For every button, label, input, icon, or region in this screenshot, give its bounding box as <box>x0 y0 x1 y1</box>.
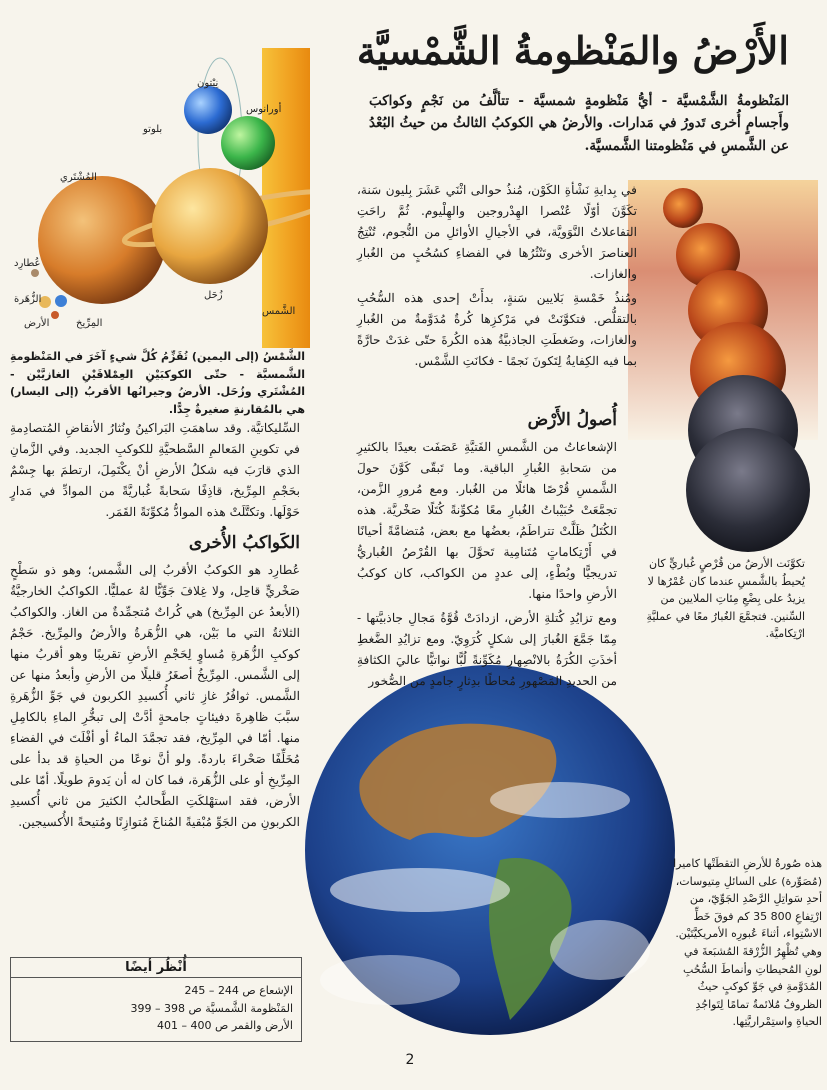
label-sun: الشَّمس <box>262 306 296 317</box>
jupiter-shape <box>38 176 166 304</box>
earth-formation-illustration <box>628 180 818 555</box>
label-pluto: بلوتو <box>143 124 163 135</box>
mercury-shape <box>31 269 39 277</box>
paragraph: ومُنذُ خَمْسةِ بَلايين سَنةٍ، بدأَتْ إحدى هذه السُّحُبِ بالتقلُّص. فتكوَّنَتْ في مَرْكزِها كُرةٌ مُدَوَّمةٌ من الغُبارِ والغازات، وضَغطَتِ الجاذبيَّةُ هذه الكُرةَ حتّى غدَتْ حارَّةً بما فيه الكِفايةُ لِتَكونَ نَجمًا - فكانَتِ الشَّمْس. <box>357 290 637 368</box>
formation-caption: تكوَّنَت الأرضُ من قُرْصٍ غُباريٍّ كان يُحيطُ بالشَّمسِ عندما كان عُمْرُها لا يزيدُ على بِضْعِ مِئاتِ الملايين من السِّنين. فتجمَّعَ الغُبارُ معًا في عمليَّةِ ارْتِكاميَّة. <box>646 557 805 641</box>
solar-system-caption: الشَّمْسُ (إلى اليمين) تُقَزِّمُ كُلَّ شيءٍ آخَرَ في المَنْظومةِ الشَّمسيَّة - حتّى الكوكبَيْنِ العِمْلاقَيْنِ الغازيَّيْن - المُشْتَري وزُحَل. الأرضُ وجيرانُها الأقربُ (إلى اليسار) هي بالمُقارنةِ صغيرةٌ جِدًّا. <box>10 350 305 416</box>
formation-stage-1 <box>663 188 703 228</box>
label-neptune: نِبْتون <box>197 78 219 89</box>
saturn-shape <box>152 168 268 284</box>
label-saturn: زُحَل <box>204 290 223 301</box>
earth-photo <box>300 660 680 1040</box>
label-jupiter: المُشْتَري <box>60 172 97 183</box>
right-column-top <box>357 180 637 375</box>
page-number: 2 <box>405 1052 415 1068</box>
paragraph: عُطارِد هو الكوكبُ الأقربُ إلى الشَّمس؛ وهو ذو سَطْحٍ صَخْريٍّ قاحِل، ولا غِلافَ جَوِّيًّا لهُ عمليًّا. الكواكبُ الخارجيَّةُ (الأبعدُ عن المِرِّيخ) هي كُراتٌ مُتجمِّدةٌ من الغاز. والكواكبُ الثلاثةُ التي ما بَيْن، هي الزُّهَرةُ والأرضُ والمِرِّيخ. حَجْمُ كوكبِ الزُّهَرةِ مُساوٍ لِحَجْمِ الأرضِ تقريبًا وهو أقربُ منها إلى الشَّمس. المِرِّيخُ أصغَرُ قليلًا من الأرضِ وأبعدُ منها عن الشَّمس. ثوافُرُ غازِ ثاني أُكسيدِ الكربون في جَوِّ الزُّهَرةِ سبَّبَ ظاهِرةَ دفيئاتٍ جامحةٍ أدَّتْ إلى تبخُّرِ الماءِ بالكامِلِ منها. أمّا في المِرِّيخ، فقد تجمَّدَ الماءُ أو أفْلَتَ في الفضاءِ مُخَلِّفًا صَحْراءَ باردةً. ولو أنَّ نوعًا من الحياةِ قد بدأ على المِرِّيخِ أو على الزُّهَرة، فما كان له أن يَدومَ طويلًا. أمّا على الأرض، فقد استهْلكَتِ الطَّحالبُ الكثيرَ من ثاني أُكسيدِ الكربونِ من الجَوِّ مُبْقيةً المُناخَ مُتوازِنًا ومُتيحةً الأُكسيجين. <box>10 563 300 829</box>
paragraph: في بِدايةِ نَشْأةِ الكَوْن، مُنذُ حوالى اثْنَي عَشَرَ بِليون سَنة، تكَوَّنَ أوّلًا عُنْصرا الهِدْروجين والهِلْيوم. ثُمَّ راحَتِ التفاعلاتُ النَّوَويَّة، في الأجيالِ الأوائلِ من النُّجوم، تُنْتِجُ العناصرَ الأخرى وتَنْثُرُها في الفضاءِ كسُحُبٍ من الغُبارِ والغازات. <box>357 183 637 281</box>
label-venus: الزُّهَرة <box>14 294 42 305</box>
see-also-title: أُنْظُر أيضًا <box>11 958 301 978</box>
left-column <box>10 418 300 836</box>
see-also-item[interactable]: الأرض والقمر ص 400 – 401 <box>157 1019 293 1033</box>
label-earth: الأرض <box>24 318 50 329</box>
right-column-origins <box>357 406 617 695</box>
formation-stage-6 <box>686 428 810 552</box>
section-heading-origins: أُصولُ الأَرْض <box>527 410 617 430</box>
see-also-item[interactable]: الإشعاع ص 244 – 245 <box>184 984 293 997</box>
paragraph: ومع تزايُدِ كُتلةِ الأرض، ازدادَتْ قُوَّةُ مَجالِ جاذبيَّتها - مِمّا جَمَّعَ الغُبارَ إلى شكلٍ كُرَوِيّ. ومع تزايُدِ الضَّغطِ أخذَتِ الكُرَةُ بالانْصِهارِ مُكَوِّنةً لُبًّا نواتيًّا عاليَ الكثافةِ من الحديدِ المَصْهورِ مُحاطًا بدِثارٍ جامدٍ من الصُّخور <box>357 611 617 689</box>
see-also-list <box>11 978 301 1041</box>
uranus-shape <box>221 116 275 170</box>
mars-shape <box>51 311 59 319</box>
see-also-item[interactable]: المَنْظومة الشَّمسيَّة ص 398 – 399 <box>130 1001 293 1015</box>
paragraph: السِّليكاتيَّة. وقد ساهمَتِ البَراكينُ ونُثارُ الأنقاضِ المُتصادِمةِ في تكوينِ المَعالمِ السَّطحيَّةِ للكوكبِ الجديد. وفي الزَّمانِ الذي قارَبَ فيه شكلُ الأرضِ أنْ يكْتَمِلَ، ارتطمَ بها جِسْمٌ بحَجْمِ المِرِّيخ، قاذِفًا سَحابةً غُباريَّةً من الموادِّ في مَدارٍ حَوْلَها. وتكتَّلَتْ هذه الموادُّ مُكوِّنَةً القَمَر. <box>10 421 300 519</box>
neptune-shape <box>184 86 232 134</box>
cloud-band <box>330 868 510 912</box>
see-also-box <box>10 957 302 1042</box>
cloud-band <box>490 782 630 818</box>
label-mars: المِرِّيخ <box>76 318 103 329</box>
solar-system-illustration <box>10 48 310 348</box>
label-uranus: أورانوس <box>246 104 282 115</box>
cloud-band <box>550 920 650 980</box>
earth-photo-caption: هذه صُورةُ للأرضِ التقطَتْها كاميرا (مُصَوِّرة) على السائلِ مِتيوسات، أحدِ سَواتِلِ الرَّصْدِ الجَوِّيّ، من ارْتِفاعِ 800 35 كم فوقَ خَطِّ الاسْتِواء، أثناءَ عُبورِه الأمريكيَّتَيْن. وهي تُظْهِرُ الزُّرْقةَ المُشبَعةَ في لونِ المُحيطاتِ وأنماطَ السُّحُبِ المُدَوَّمةِ في جَوِّ كوكبٍ حيثُ الظروفُ مُلائمةٌ تمامًا لِتَواجُدِ الحياةِ واستِمْراريَّتِها. <box>673 857 822 1029</box>
section-heading-other-planets: الكَواكبُ الأُخرى <box>188 532 300 553</box>
intro-text: المَنْظومةُ الشَّمْسيَّة - أيُّ مَنْظومةٍ شمسيَّة - تتألَّفُ من نَجْمٍ وكواكبَ وأَجسامٍ أُخرى تَدورُ في مَدارات. والأرضُ هي الكوكبُ الثالثُ من حيثُ البُعْدُ عن الشَّمسِ في مَنْظومتنا الشَّمسيَّة. <box>369 93 789 154</box>
paragraph: الإشعاعاتُ من الشَّمسِ الفَتيَّةِ عَصَفَت بعيدًا بالكثيرِ من سَحابةِ الغُبارِ الباقية. وما تَبقّى كَوَّنَ حولَ الشَّمسِ قُرْصًا هائلًا من الغُبار. ومع مُرورِ الزَّمن، تجمَّعَتْ حُبَيْباتُ الغُبارِ معًا مُكوِّنةً كُتَلًا صَخْريَّة. هذه الكُتَلُ ظَلَّتْ تتراطَمُ، بعضُها مع بعض، مُتضامَّةً أحيانًا في أَرْتِكاماتٍ مُتَنامِية تَحوَّلَ بها القُرْصُ الغُباريُّ تدريجيًّا وبُطْءٍ، إلى عددٍ من الكواكب، كان كوكبُ الأرضِ واحدًا منها. <box>357 440 617 602</box>
cloud-band <box>320 955 460 1005</box>
page-title: الأَرْضُ والمَنْظومةُ الشَّمْسيَّة <box>356 28 789 73</box>
earth-small-shape <box>55 295 67 307</box>
label-mercury: عُطارِد <box>14 258 41 269</box>
